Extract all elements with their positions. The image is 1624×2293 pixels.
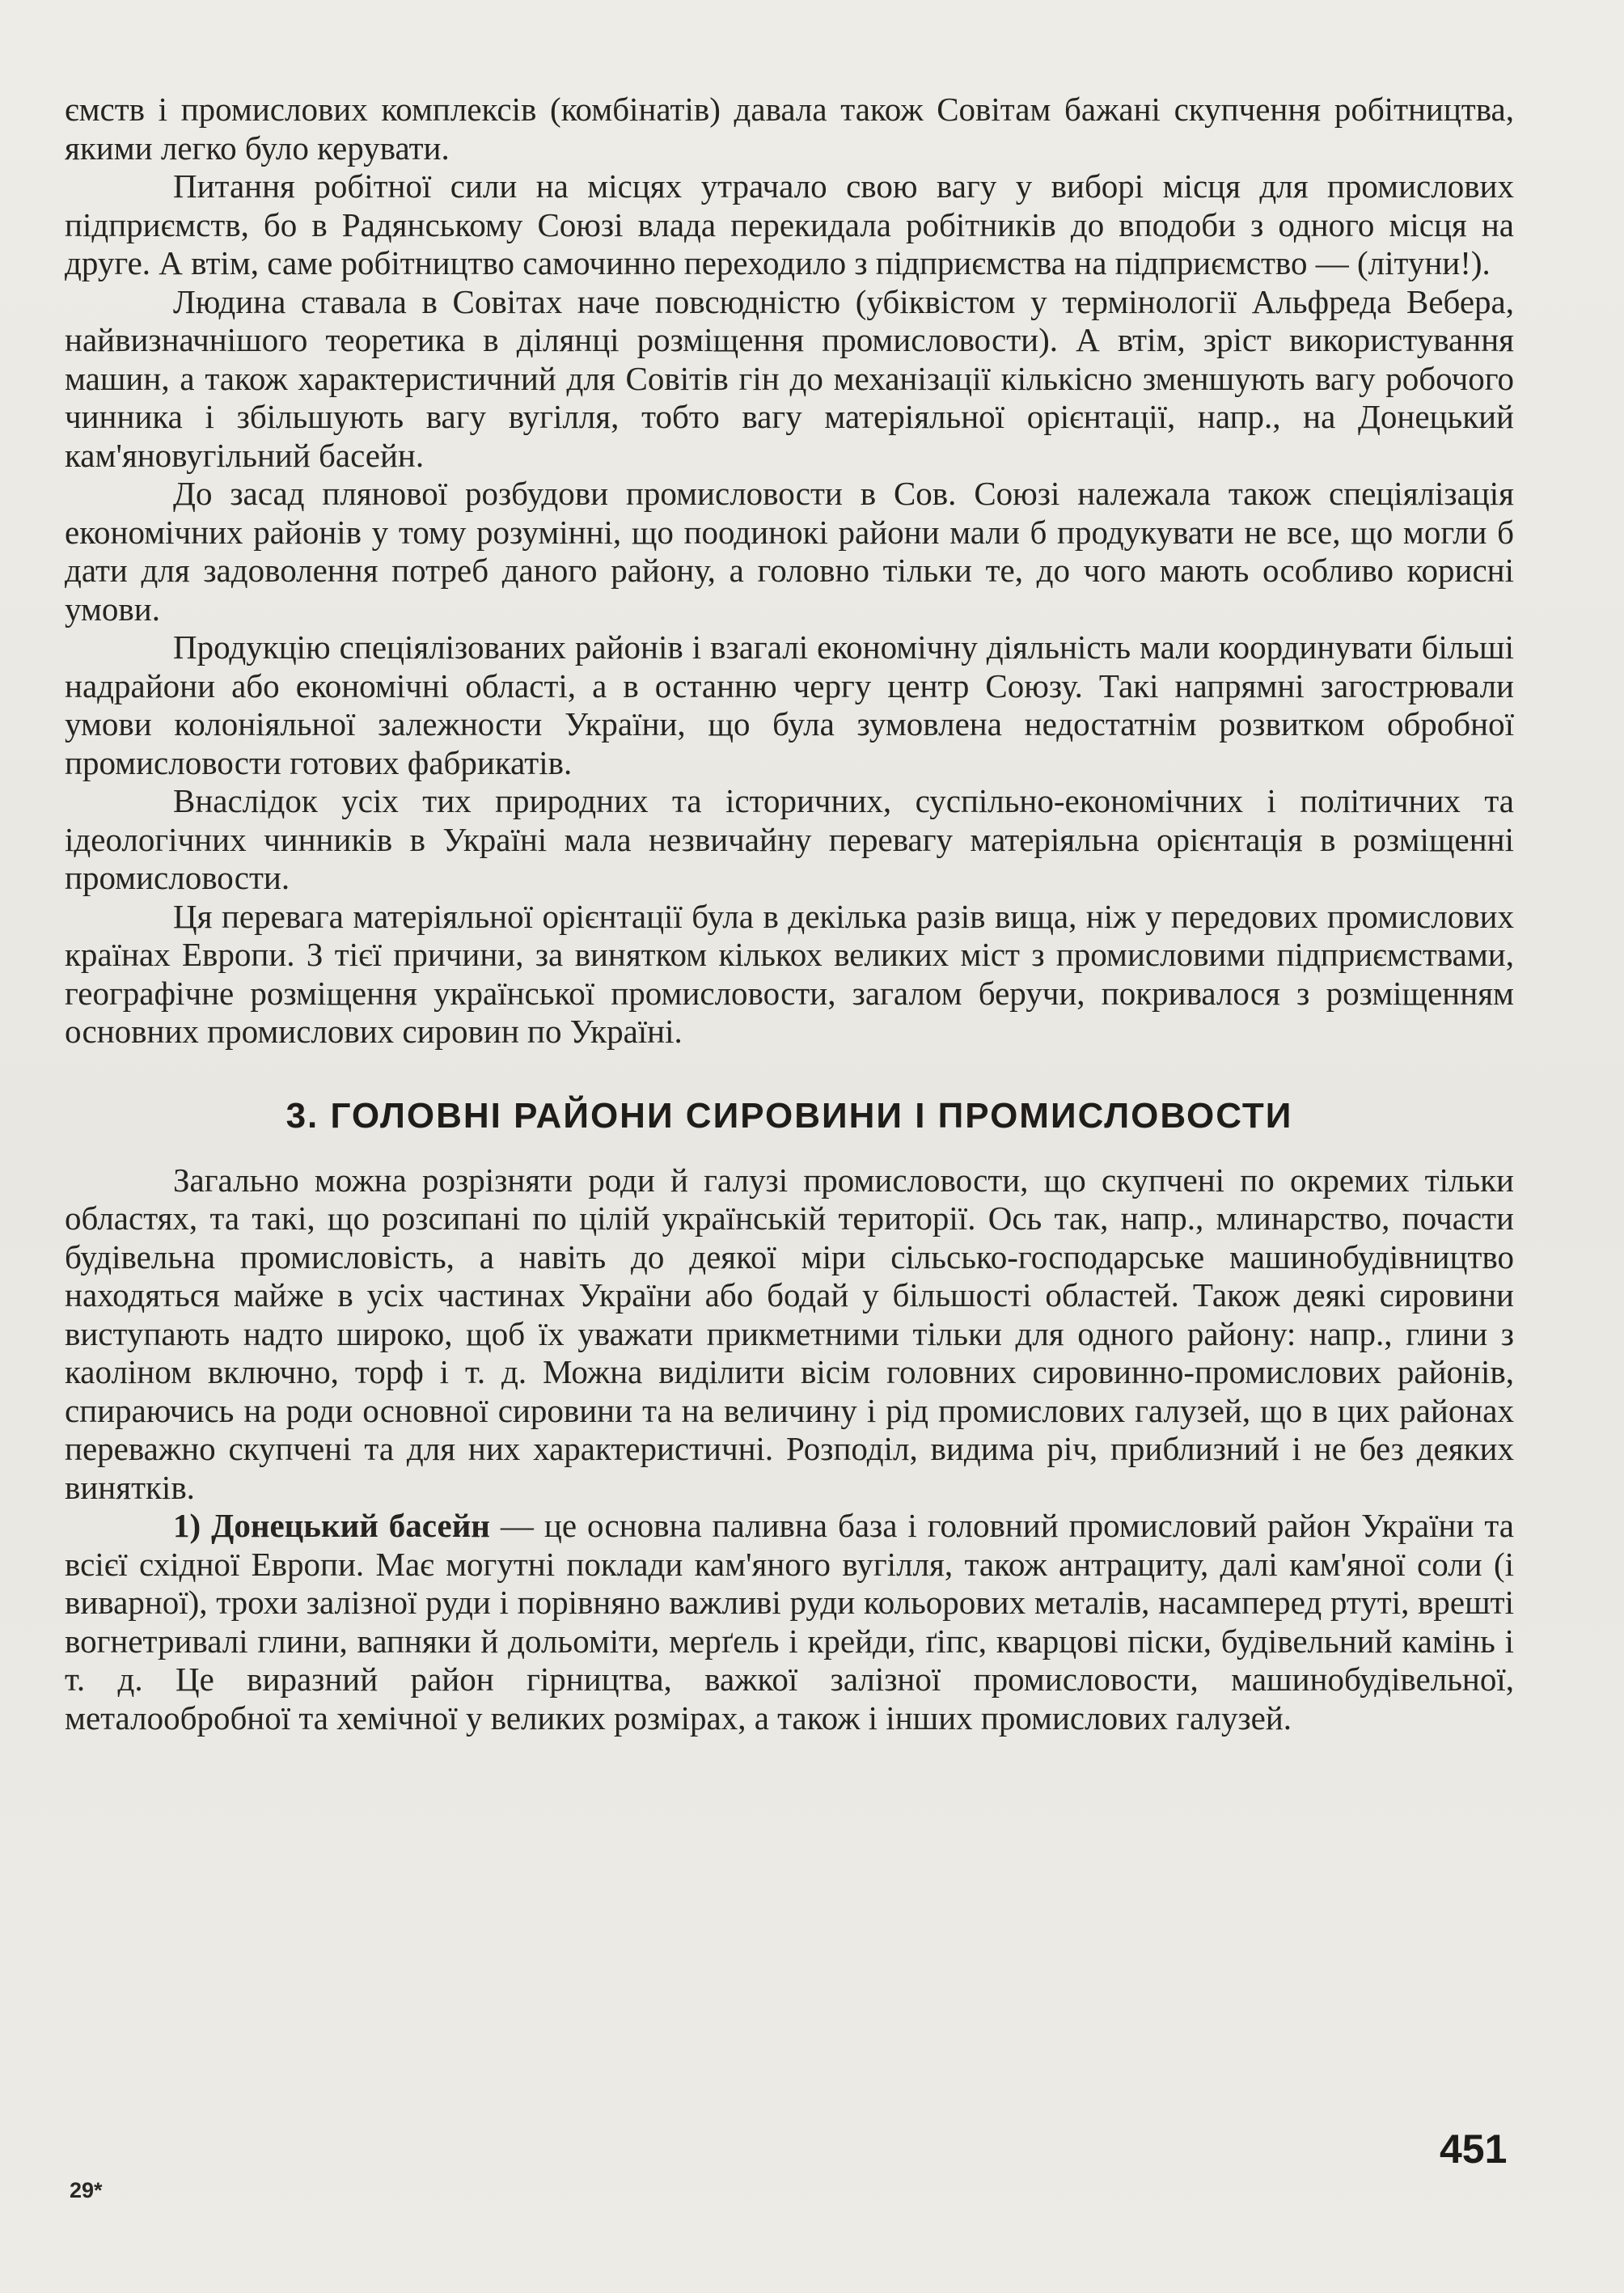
text-column [65,91,1514,1737]
page-number: 451 [1440,2126,1508,2172]
donbas-text: — це основна паливна база і головний промисловий район України та всієї східної Европи. Має могутні поклади кам'яного вугілля, також антрациту, далі кам'яної соли (і виварної), трохи залізної руди і порівняно важливі руди кольорових металів, насамперед ртуті, врешті вогнетривалі глини, вапняки й дольоміти, мерґель і крейди, ґіпс, кварцові піски, будівельний камінь і т. д. Це виразний район гірництва, важкої залізної промисловости, машинобудівельної, металообробної та хемічної у великих розмірах, а також і інших промислових галузей. [65,1507,1514,1737]
donbas-lead: 1) Донецький басейн [173,1507,490,1544]
paragraph-3: Людина ставала в Совітах наче повсюдністю (убіквістом у термінології Альфреда Вебера, найвизначнішого теоретика в ділянці розміщення промисловости). А втім, зріст використування машин, а також характеристичний для Совітів гін до механізації кількісно зменшують вагу робочого чинника і збільшують вагу вугілля, тобто вагу матеріяльної орієнтації, напр., на Донецький кам'яновугільний басейн. [65,282,1514,474]
paragraph-4: До засад плянової розбудови промисловости в Сов. Союзі належала також спеціялізація економічних районів у тому розумінні, що поодинокі райони мали б продукувати не все, що могли б дати для задоволення потреб даного району, а головно тільки те, до чого мають особливо корисні умови. [65,475,1514,628]
paragraph-1: ємств і промислових комплексів (комбінатів) давала також Совітам бажані скупчення робітництва, якими легко було керувати. [65,91,1514,167]
paragraph-2: Питання робітної сили на місцях утрачало свою вагу у виборі місця для промислових підприємств, бо в Радянському Союзі влада перекидала робітників до вподоби з одного місця на друге. А втім, саме робітництво самочинно переходило з підприємства на підприємство — (літуни!). [65,167,1514,281]
paragraph-5: Продукцію спеціялізованих районів і взагалі економічну діяльність мали координувати більші надрайони або економічні області, а в останню чергу центр Союзу. Такі напрямні загострювали умови колоніяльної залежности України, що була зумовлена недостатнім розвитком обробної промисловости готових фабрикатів. [65,628,1514,781]
paragraph-6: Внаслідок усіх тих природних та історичних, суспільно-економічних і політичних та ідеологічних чинників в Україні мала незвичайну перевагу матеріяльна орієнтація в розміщенні промисловости. [65,782,1514,896]
paragraph-donbas [65,1507,1514,1737]
paragraph-7: Ця перевага матеріяльної орієнтації була в декілька разів вища, ніж у передових промислових країнах Европи. З тієї причини, за винятком кількох великих міст з промисловими підприємствами, географічне розміщення української промисловости, загалом беручи, покривалося з розміщенням основних промислових сировин по Україні. [65,897,1514,1050]
paragraph-8: Загально можна розрізняти роди й галузі промисловости, що скупчені по окремих тільки областях, та такі, що розсипані по цілій українській території. Ось так, напр., млинарство, почасти будівельна промисловість, а навіть до деякої міри сільсько-господарське машинобудівництво находяться майже в усіх частинах України або бодай у більшості областей. Також деякі сировини виступають надто широко, щоб їх уважати прикметними тільки для одного району: напр., глини з каоліном включно, торф і т. д. Можна виділити вісім головних сировинно-промислових районів, спираючись на роди основної сировини та на величину і рід промислових галузей, що в цих районах переважно скупчені та для них характеристичні. Розподіл, видима річ, приблизний і не без деяких винятків. [65,1161,1514,1506]
section-heading: 3. ГОЛОВНІ РАЙОНИ СИРОВИНИ І ПРОМИСЛОВОСТИ [285,1095,1293,1136]
signature-mark: 29* [70,2178,103,2202]
